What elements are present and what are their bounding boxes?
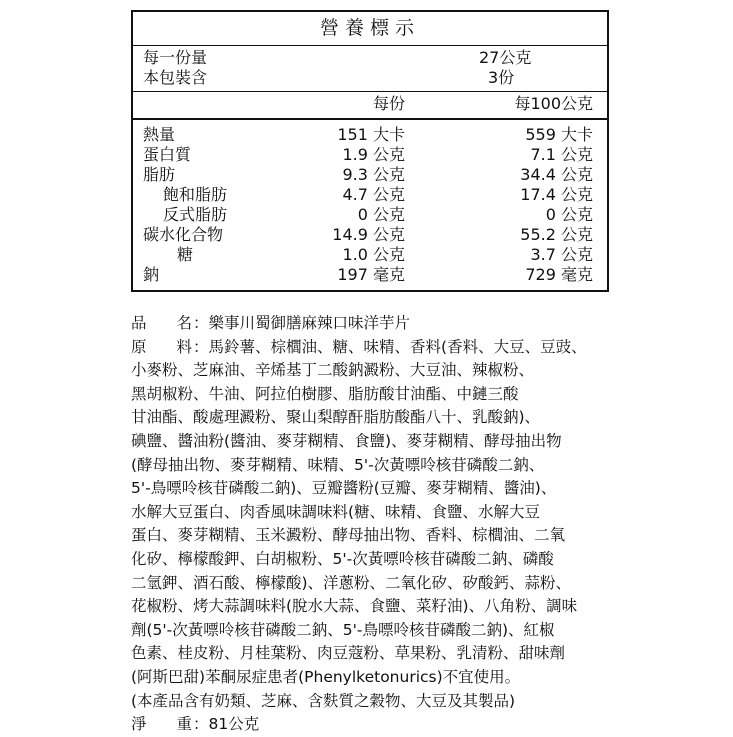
nutrient-row	[133, 145, 607, 165]
ingredients-line	[131, 336, 611, 360]
per-serving-value: 1.9 公克	[342, 145, 405, 164]
nutrient-label: 脂肪	[143, 165, 176, 184]
col-per-100g-header: 每100公克	[514, 94, 593, 113]
per-serving-value: 4.7 公克	[342, 185, 405, 204]
per-100g-value: 0 公克	[545, 205, 593, 224]
ingredients-line: 碘鹽、醬油粉(醬油、麥芽糊精、食鹽)、麥芽糊精、酵母抽出物	[131, 431, 562, 450]
serving-size-row	[133, 48, 607, 68]
ingredients-line: 二氫鉀、酒石酸、檸檬酸)、洋蔥粉、二氧化矽、矽酸鈣、蒜粉、	[131, 573, 572, 592]
nutrient-label: 熱量	[143, 125, 176, 144]
column-header-row	[133, 94, 607, 114]
per-100g-value: 3.7 公克	[530, 245, 593, 264]
product-name-value: 樂事川蜀御膳麻辣口味洋芋片	[208, 314, 411, 332]
nutrient-row	[133, 165, 607, 185]
nutrient-row	[133, 265, 607, 285]
nutrient-row	[133, 225, 607, 245]
net-weight-line	[131, 713, 611, 737]
nutrient-label: 糖	[177, 245, 194, 264]
ingredients-line: 色素、桂皮粉、月桂葉粉、肉豆蔻粉、草果粉、乳清粉、甜味劑	[131, 644, 566, 663]
per-serving-value: 1.0 公克	[342, 245, 405, 264]
allergen-note: (本產品含有奶類、芝麻、含麩質之穀物、大豆及其製品)	[131, 691, 516, 710]
per-serving-value: 151 大卡	[337, 125, 405, 144]
per-100g-value: 55.2 公克	[520, 225, 593, 244]
net-weight-value: 81公克	[208, 715, 260, 734]
nutrient-row	[133, 125, 607, 145]
separator: ：	[193, 314, 209, 332]
per-serving-value: 0 公克	[357, 205, 405, 224]
servings-per-package-row	[133, 68, 607, 88]
nutrient-label: 碳水化合物	[143, 225, 224, 244]
divider	[133, 91, 607, 92]
divider-thick	[133, 118, 607, 120]
ingredients-line: 黑胡椒粉、牛油、阿拉伯樹膠、脂肪酸甘油酯、中鏈三酸	[131, 384, 519, 403]
per-serving-value: 197 毫克	[337, 265, 405, 284]
col-per-serving-header: 每份	[372, 94, 405, 113]
servings-value: 3份	[488, 68, 515, 87]
nutrition-facts-table	[131, 10, 609, 292]
per-serving-value: 9.3 公克	[342, 165, 405, 184]
ingredients-line: 小麥粉、芝麻油、辛烯基丁二酸鈉澱粉、大豆油、辣椒粉、	[131, 361, 535, 380]
ingredients-line: 甘油酯、酸處理澱粉、聚山梨醇酐脂肪酸酯八十、乳酸鈉)、	[131, 408, 541, 427]
ingredients-text: 馬鈴薯、棕櫚油、糖、味精、香料(香料、大豆、豆豉、	[208, 337, 587, 356]
per-100g-value: 34.4 公克	[520, 165, 593, 184]
servings-label: 本包裝含	[143, 68, 208, 87]
nutrient-label: 蛋白質	[143, 145, 192, 164]
nutrient-label: 飽和脂肪	[163, 185, 228, 204]
ingredients-label: 原 料	[131, 337, 193, 356]
separator: ：	[193, 337, 209, 356]
product-name-line	[131, 312, 611, 336]
ingredients-line: (酵母抽出物、麥芽糊精、味精、5'-次黃嘌呤核苷磷酸二鈉、	[131, 455, 545, 474]
ingredients-line: 蛋白、麥芽糊精、玉米澱粉、酵母抽出物、香料、棕櫚油、二氧	[131, 526, 566, 545]
ingredients-line: 水解大豆蛋白、肉香風味調味料(糖、味精、食鹽、水解大豆	[131, 502, 541, 521]
ingredients-line: 劑(5'-次黃嘌呤核苷磷酸二鈉、5'-鳥嘌呤核苷磷酸二鈉)、紅椒	[131, 620, 555, 639]
serving-size-label: 每一份量	[143, 48, 208, 67]
per-100g-value: 17.4 公克	[520, 185, 593, 204]
ingredients-line: 5'-鳥嘌呤核苷磷酸二鈉)、豆瓣醬粉(豆瓣、麥芽糊精、醬油)、	[131, 479, 557, 498]
per-100g-value: 559 大卡	[525, 125, 593, 144]
product-info	[131, 312, 611, 737]
ingredients-line: (阿斯巴甜)苯酮尿症患者(Phenylketonurics)不宜使用。	[131, 667, 521, 686]
serving-size-value: 27公克	[479, 48, 532, 67]
per-100g-value: 7.1 公克	[530, 145, 593, 164]
nutrient-row	[133, 185, 607, 205]
nutrient-label: 反式脂肪	[163, 205, 228, 224]
per-serving-value: 14.9 公克	[332, 225, 405, 244]
nutrient-row	[133, 245, 607, 265]
per-100g-value: 729 毫克	[525, 265, 593, 284]
ingredients-line: 化矽、檸檬酸鉀、白胡椒粉、5'-次黃嘌呤核苷磷酸二鈉、磷酸	[131, 549, 554, 568]
ingredients-line: 花椒粉、烤大蒜調味料(脫水大蒜、食鹽、菜籽油)、八角粉、調味	[131, 597, 578, 616]
product-name-label: 品 名	[131, 314, 193, 332]
nutrition-title: 營養標示	[133, 12, 607, 46]
nutrient-row	[133, 205, 607, 225]
net-weight-label: 淨 重	[131, 715, 193, 734]
nutrient-label: 鈉	[143, 265, 160, 284]
separator: ：	[193, 715, 209, 734]
